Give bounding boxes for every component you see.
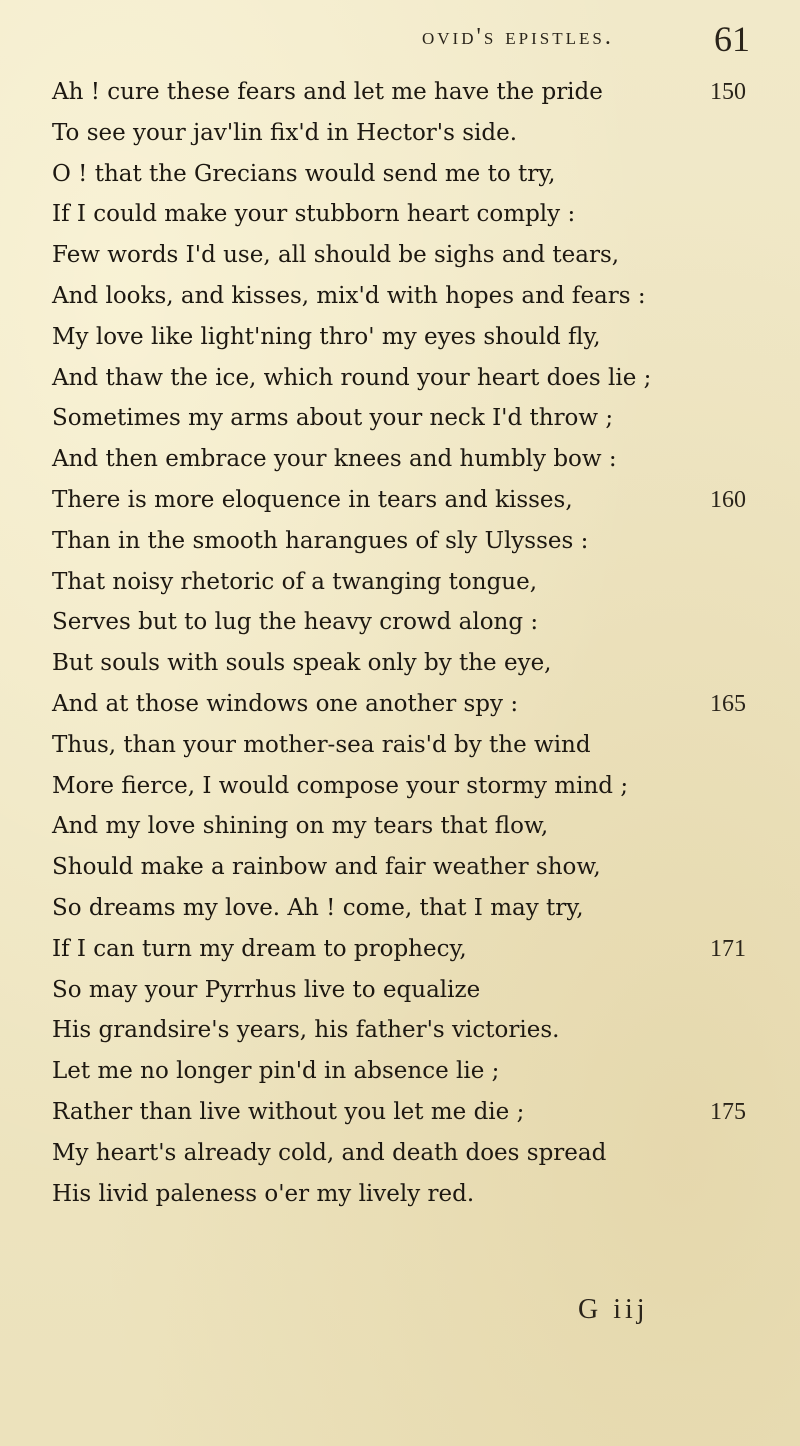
verse-line (52, 1051, 762, 1092)
verse-line (52, 317, 762, 358)
page-header (60, 16, 750, 76)
verse-line (52, 154, 762, 195)
verse-line-text: That noisy rhetoric of a twanging tongue, (52, 568, 538, 595)
verse-line-text: My love like light'ning thro' my eyes should fly, (52, 323, 601, 350)
verse-line (52, 276, 762, 317)
verse-line-text: Than in the smooth harangues of sly Ulysses : (52, 527, 589, 554)
verse-line-text: Serves but to lug the heavy crowd along : (52, 609, 539, 636)
verse-line (52, 929, 762, 970)
verse-line (52, 888, 762, 929)
line-number: 160 (710, 486, 746, 513)
verse-line (52, 1092, 762, 1133)
verse-line-text: Thus, than your mother-sea rais'd by the wind (52, 731, 591, 758)
verse-line (52, 72, 762, 113)
verse-line-text: His livid paleness o'er my lively red. (52, 1180, 475, 1207)
verse-line (52, 602, 762, 643)
verse-line-text: Few words I'd use, all should be sighs and tears, (52, 242, 620, 269)
verse-line (52, 1174, 762, 1215)
verse-line (52, 194, 762, 235)
page-number: 61 (714, 19, 750, 59)
verse-line (52, 521, 762, 562)
verse-line (52, 113, 762, 154)
verse-line-text: O ! that the Grecians would send me to try, (52, 160, 556, 187)
verse-line (52, 725, 762, 766)
verse-block (52, 72, 762, 1214)
verse-line (52, 766, 762, 807)
verse-line-text: Let me no longer pin'd in absence lie ; (52, 1058, 500, 1085)
verse-line-text: Should make a rainbow and fair weather show, (52, 854, 601, 881)
verse-line-text: More fierce, I would compose your stormy mind ; (52, 772, 629, 799)
verse-line (52, 562, 762, 603)
verse-line-text: If I could make your stubborn heart comply : (52, 201, 576, 228)
verse-line-text: My heart's already cold, and death does spread (52, 1139, 607, 1166)
verse-line (52, 1133, 762, 1174)
verse-line (52, 970, 762, 1011)
verse-line-text: And looks, and kisses, mix'd with hopes and fears : (52, 282, 646, 309)
verse-line-text: And at those windows one another spy : (52, 690, 519, 717)
verse-line-text: Rather than live without you let me die ; (52, 1098, 525, 1125)
verse-line (52, 358, 762, 399)
verse-line-text: And thaw the ice, which round your heart does lie ; (52, 364, 652, 391)
verse-line (52, 847, 762, 888)
verse-line-text: So dreams my love. Ah ! come, that I may try, (52, 894, 584, 921)
running-head: ovid's epistles. (422, 24, 614, 50)
line-number: 171 (710, 935, 746, 962)
verse-line (52, 643, 762, 684)
verse-line (52, 235, 762, 276)
verse-line-text: His grandsire's years, his father's victories. (52, 1017, 560, 1044)
verse-line-text: And my love shining on my tears that flow, (52, 813, 549, 840)
verse-line-text: If I can turn my dream to prophecy, (52, 935, 467, 962)
verse-line (52, 684, 762, 725)
verse-line-text: So may your Pyrrhus live to equalize (52, 976, 481, 1003)
verse-line-text: Sometimes my arms about your neck I'd throw ; (52, 405, 614, 432)
verse-line (52, 439, 762, 480)
verse-line-text: Ah ! cure these fears and let me have the pride (52, 79, 603, 105)
verse-line-text: There is more eloquence in tears and kisses, (52, 486, 573, 513)
verse-line-text: To see your jav'lin fix'd in Hector's side. (52, 119, 518, 146)
verse-line-text: But souls with souls speak only by the eye, (52, 650, 552, 677)
signature-mark: G iij (578, 1294, 649, 1325)
line-number: 150 (710, 79, 746, 105)
line-number: 175 (710, 1098, 746, 1125)
verse-line (52, 806, 762, 847)
line-number: 165 (710, 690, 746, 717)
verse-line (52, 480, 762, 521)
verse-line (52, 1010, 762, 1051)
verse-line-text: And then embrace your knees and humbly bow : (52, 446, 617, 473)
verse-line (52, 398, 762, 439)
